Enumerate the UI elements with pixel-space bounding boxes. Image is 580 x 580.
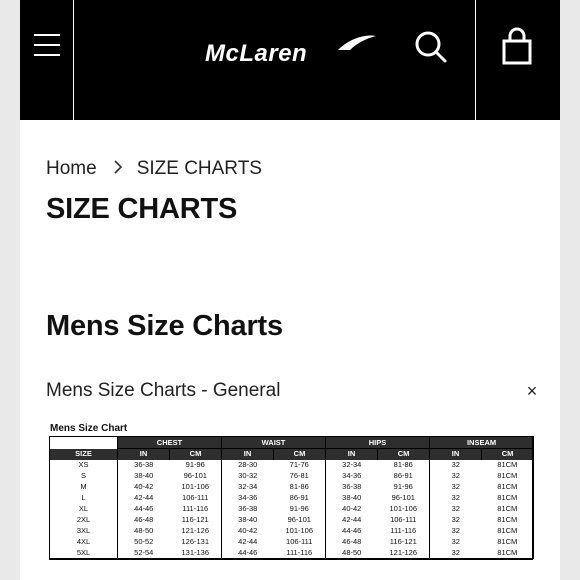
- cell-chest-in: 46-48: [118, 515, 170, 526]
- column-group-chest: CHEST: [118, 437, 222, 449]
- cell-chest-cm: 121-126: [170, 526, 222, 537]
- close-icon[interactable]: ×: [526, 381, 538, 401]
- cell-size: M: [50, 482, 118, 493]
- cell-hips-cm: 116-121: [378, 537, 430, 548]
- column-group-hips: HIPS: [326, 437, 430, 449]
- size-chart-caption: Mens Size Chart: [50, 423, 128, 434]
- cell-hips-in: 40-42: [326, 504, 378, 515]
- cell-inseam-in: 32: [430, 515, 482, 526]
- table-row: [50, 537, 534, 548]
- cell-waist-in: 30-32: [222, 471, 274, 482]
- cell-chest-in: 36-38: [118, 460, 170, 471]
- column-group-waist: WAIST: [222, 437, 326, 449]
- section-title: Mens Size Charts: [46, 310, 283, 342]
- shopping-bag-icon: [494, 24, 540, 70]
- cell-size: L: [50, 493, 118, 504]
- cell-waist-cm: 81-86: [274, 482, 326, 493]
- column-group-inseam: INSEAM: [430, 437, 534, 449]
- table-row: [50, 493, 534, 504]
- search-icon: [408, 25, 454, 71]
- unit-header-in: IN: [326, 449, 378, 460]
- table-row: [50, 515, 534, 526]
- svg-text:McLaren: McLaren: [205, 40, 308, 67]
- cell-chest-cm: 126-131: [170, 537, 222, 548]
- cell-hips-cm: 121-126: [378, 548, 430, 559]
- unit-header-in: IN: [430, 449, 482, 460]
- cell-hips-in: 48-50: [326, 548, 378, 559]
- cell-waist-in: 42-44: [222, 537, 274, 548]
- cell-hips-in: 42-44: [326, 515, 378, 526]
- cell-hips-in: 34-36: [326, 471, 378, 482]
- accordion-header[interactable]: Mens Size Charts - General: [46, 380, 281, 401]
- cell-waist-cm: 111-116: [274, 548, 326, 559]
- cell-waist-cm: 96-101: [274, 515, 326, 526]
- chevron-right-icon: [113, 160, 123, 179]
- cell-size: 2XL: [50, 515, 118, 526]
- cell-inseam-in: 32: [430, 548, 482, 559]
- table-row: [50, 460, 534, 471]
- size-chart-body: [50, 460, 534, 559]
- cell-chest-cm: 106-111: [170, 493, 222, 504]
- cell-waist-in: 34-36: [222, 493, 274, 504]
- cell-inseam-in: 32: [430, 504, 482, 515]
- cell-inseam-cm: 81CM: [482, 537, 534, 548]
- cell-waist-cm: 76-81: [274, 471, 326, 482]
- cell-chest-cm: 131-136: [170, 548, 222, 559]
- unit-header-cm: CM: [378, 449, 430, 460]
- cell-size: 4XL: [50, 537, 118, 548]
- cell-hips-cm: 96-101: [378, 493, 430, 504]
- table-row: [50, 504, 534, 515]
- cell-inseam-cm: 81CM: [482, 493, 534, 504]
- cell-waist-in: 40-42: [222, 526, 274, 537]
- table-group-header-row: [50, 437, 534, 449]
- cell-chest-in: 52-54: [118, 548, 170, 559]
- cell-waist-cm: 91-96: [274, 504, 326, 515]
- cell-size: 3XL: [50, 526, 118, 537]
- cell-hips-cm: 106-111: [378, 515, 430, 526]
- cell-hips-in: 36-38: [326, 482, 378, 493]
- header-divider: [475, 0, 476, 120]
- breadcrumb-current: SIZE CHARTS: [136, 158, 262, 179]
- cell-inseam-in: 32: [430, 537, 482, 548]
- site-header: [20, 0, 560, 120]
- cell-waist-in: 28-30: [222, 460, 274, 471]
- cell-waist-in: 36-38: [222, 504, 274, 515]
- mclaren-logo[interactable]: [170, 30, 395, 74]
- page: [20, 0, 560, 580]
- cell-waist-cm: 86-91: [274, 493, 326, 504]
- cell-waist-in: 44-46: [222, 548, 274, 559]
- bag-button[interactable]: [494, 24, 540, 70]
- cell-chest-cm: 91-96: [170, 460, 222, 471]
- cell-inseam-in: 32: [430, 526, 482, 537]
- table-row: [50, 526, 534, 537]
- cell-inseam-in: 32: [430, 482, 482, 493]
- cell-size: 5XL: [50, 548, 118, 559]
- cell-inseam-cm: 81CM: [482, 548, 534, 559]
- cell-hips-in: 38-40: [326, 493, 378, 504]
- cell-size: XL: [50, 504, 118, 515]
- cell-hips-in: 32-34: [326, 460, 378, 471]
- cell-waist-in: 38-40: [222, 515, 274, 526]
- cell-chest-in: 44-46: [118, 504, 170, 515]
- cell-inseam-cm: 81CM: [482, 460, 534, 471]
- table-row: [50, 482, 534, 493]
- cell-chest-in: 48-50: [118, 526, 170, 537]
- unit-header-cm: CM: [170, 449, 222, 460]
- size-column-header: SIZE: [50, 449, 118, 460]
- cell-hips-cm: 101-106: [378, 504, 430, 515]
- cell-hips-in: 44-46: [326, 526, 378, 537]
- unit-header-in: IN: [118, 449, 170, 460]
- cell-waist-cm: 106-111: [274, 537, 326, 548]
- cell-inseam-cm: 81CM: [482, 471, 534, 482]
- table-unit-header-row: [50, 449, 534, 460]
- cell-inseam-in: 32: [430, 460, 482, 471]
- unit-header-cm: CM: [274, 449, 326, 460]
- cell-hips-cm: 91-96: [378, 482, 430, 493]
- cell-hips-cm: 111-116: [378, 526, 430, 537]
- cell-chest-in: 50-52: [118, 537, 170, 548]
- cell-hips-in: 46-48: [326, 537, 378, 548]
- cell-waist-cm: 71-76: [274, 460, 326, 471]
- cell-chest-in: 38-40: [118, 471, 170, 482]
- table-row: [50, 548, 534, 559]
- breadcrumb-home-link[interactable]: Home: [46, 158, 97, 179]
- size-chart-table: [49, 436, 534, 559]
- cell-chest-cm: 101-106: [170, 482, 222, 493]
- cell-inseam-cm: 81CM: [482, 515, 534, 526]
- cell-inseam-cm: 81CM: [482, 526, 534, 537]
- cell-inseam-cm: 81CM: [482, 504, 534, 515]
- table-corner: [50, 437, 118, 449]
- cell-hips-cm: 81-86: [378, 460, 430, 471]
- unit-header-in: IN: [222, 449, 274, 460]
- cell-chest-cm: 111-116: [170, 504, 222, 515]
- unit-header-cm: CM: [482, 449, 534, 460]
- table-row: [50, 471, 534, 482]
- menu-button[interactable]: [20, 0, 74, 120]
- search-button[interactable]: [408, 25, 454, 71]
- cell-chest-cm: 116-121: [170, 515, 222, 526]
- cell-inseam-cm: 81CM: [482, 482, 534, 493]
- cell-hips-cm: 86-91: [378, 471, 430, 482]
- cell-size: XS: [50, 460, 118, 471]
- cell-size: S: [50, 471, 118, 482]
- cell-waist-in: 32-34: [222, 482, 274, 493]
- cell-chest-in: 40-42: [118, 482, 170, 493]
- cell-chest-in: 42-44: [118, 493, 170, 504]
- page-title: SIZE CHARTS: [46, 193, 238, 225]
- breadcrumb: [46, 157, 262, 181]
- cell-chest-cm: 96-101: [170, 471, 222, 482]
- cell-inseam-in: 32: [430, 493, 482, 504]
- cell-waist-cm: 101-106: [274, 526, 326, 537]
- cell-inseam-in: 32: [430, 471, 482, 482]
